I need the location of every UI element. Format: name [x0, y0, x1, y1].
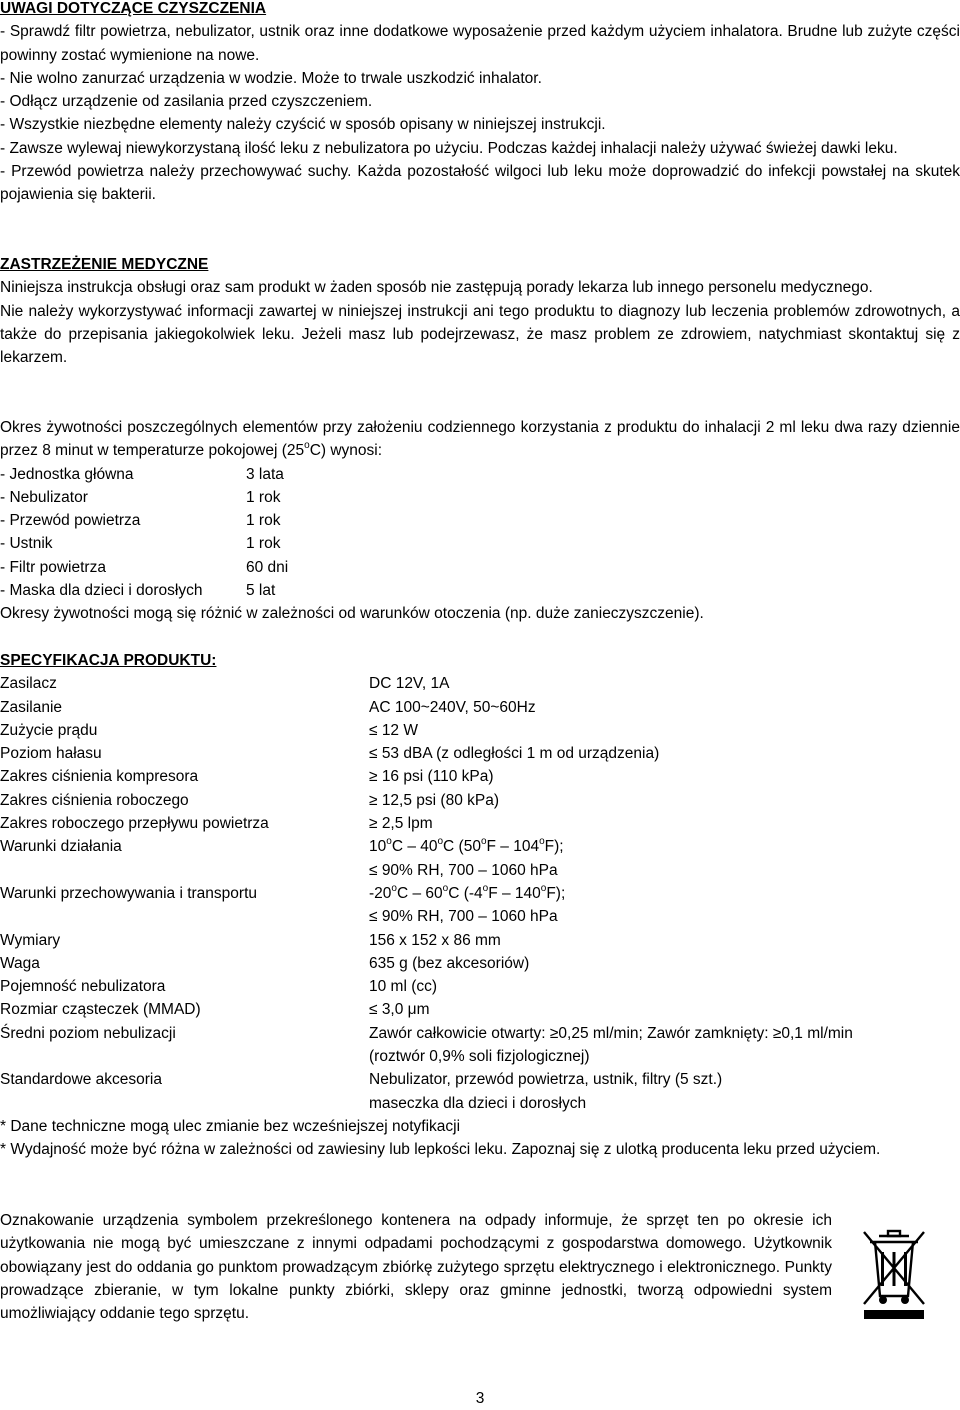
degree-sup: o [480, 836, 487, 848]
spec-label: Warunki działania [0, 838, 122, 856]
spec-row-accessories [0, 1068, 960, 1091]
spec-row-operating-humidity [0, 859, 960, 882]
spec-value: maseczka dla dzieci i dorosłych [369, 1094, 587, 1112]
spec-row [0, 952, 960, 975]
lifetime-intro [0, 416, 960, 463]
lifetime-row [0, 556, 960, 579]
cleaning-section [0, 0, 960, 207]
spec-label: Zasilanie [0, 698, 63, 716]
degree-sup: o [437, 836, 444, 848]
lifetime-note: Okresy żywotności mogą się różnić w zależności od warunków otoczenia (np. duże zanieczyszczenie). [0, 605, 704, 623]
medical-heading: ZASTRZEŻENIE MEDYCZNE [0, 256, 209, 273]
cleaning-heading: UWAGI DOTYCZĄCE CZYSZCZENIA [0, 0, 267, 17]
spec-value: ≤ 3,0 μm [369, 1001, 430, 1019]
disposal-text: Oznakowanie urządzenia symbolem przekreślonego kontenera na odpady informuje, że sprzęt ten po okresie ich użytkowania nie mogą być umieszczane z innymi odpadami pochodzącymi z gospodarstwa domowego. Użytkownik obowiązany jest do oddania go punktom prowadzącym zbiórkę zużytego sprzętu elektrycznego i elektronicznego. Punkty prowadzące zbieranie, w tym lokalne punkty zbiórki, sklepy oraz gminne jednostki, tworzą odpowiedni system umożliwiający oddanie tego sprzętu. [0, 1212, 832, 1323]
degree-sup: o [540, 882, 547, 894]
spec-value: ≥ 12,5 psi (80 kPa) [369, 791, 499, 809]
lifetime-item-name: - Przewód powietrza [0, 512, 141, 530]
cleaning-line: - Sprawdź filtr powietrza, nebulizator, ustnik oraz inne dodatkowe wyposażenie przed każdym użyciem inhalatora. Brudne lub zużyte części powinny zostać wymienione na nowe. [0, 23, 960, 64]
spec-row [0, 789, 960, 812]
degree-sup: o [391, 882, 397, 894]
spec-heading: SPECYFIKACJA PRODUKTU: [0, 652, 217, 669]
spec-row [0, 812, 960, 835]
spec-value: 156 x 152 x 86 mm [369, 931, 501, 949]
spec-value: ≥ 16 psi (110 kPa) [369, 768, 494, 786]
lifetime-section [0, 416, 960, 626]
spec-label: Pojemność nebulizatora [0, 978, 166, 996]
spec-label: Wymiary [0, 931, 61, 949]
degree-sup: o [386, 836, 392, 848]
spec-value: 10 ml (cc) [369, 978, 438, 996]
spec-value: ≤ 12 W [369, 721, 418, 739]
spec-row [0, 998, 960, 1021]
spec-value-storage-temp [369, 882, 565, 905]
spec-note: * Wydajność może być różna w zależności od zawiesiny lub lepkości leku. Zapoznaj się z ulotką producenta leku przed użyciem. [0, 1141, 881, 1159]
lifetime-item-value: 5 lat [246, 582, 276, 600]
lifetime-item-name: - Ustnik [0, 535, 53, 553]
cleaning-line: - Odłącz urządzenie od zasilania przed czyszczeniem. [0, 93, 373, 111]
lifetime-item-value: 60 dni [246, 558, 289, 576]
cleaning-line: - Zawsze wylewaj niewykorzystaną ilość leku z nebulizatora po użyciu. Podczas każdej inhalacji należy używać świeżej dawki leku. [0, 139, 898, 157]
temp-part: C (-4 [448, 884, 483, 902]
spec-label: Zakres ciśnienia kompresora [0, 768, 199, 786]
lifetime-item-value: 1 rok [246, 535, 281, 553]
spec-label: Średni poziom nebulizacji [0, 1024, 176, 1042]
spec-label: Waga [0, 954, 40, 972]
temp-part: F – 140 [488, 884, 541, 902]
degree-sup: o [304, 440, 310, 452]
temp-part: C – 60 [396, 884, 443, 902]
lifetime-row [0, 579, 960, 602]
temp-part: -20 [369, 884, 392, 902]
lifetime-intro-text: Okres żywotności poszczególnych elementów przy założeniu codziennego korzystania z produktu do inhalacji 2 ml leku dwa razy dziennie przez 8 minut w temperaturze pokojowej (25 [0, 419, 960, 460]
page-number: 3 [475, 1390, 485, 1407]
spec-value: Nebulizator, przewód powietrza, ustnik, filtry (5 szt.) [369, 1071, 723, 1089]
cleaning-line: - Wszystkie niezbędne elementy należy czyścić w sposób opisany w niniejszej instrukcji. [0, 116, 606, 134]
spec-row-nebulization-note [0, 1045, 960, 1068]
spec-value: 635 g (bez akcesoriów) [369, 954, 530, 972]
spec-value: DC 12V, 1A [369, 675, 450, 693]
lifetime-item-name: - Jednostka główna [0, 465, 134, 483]
degree-sup: o [442, 882, 449, 894]
spec-value: ≥ 2,5 lpm [369, 815, 433, 833]
cleaning-line: - Przewód powietrza należy przechowywać suchy. Każda pozostałość wilgoci lub leku może doprowadzić do infekcji powstałej na skutek pojawienia się bakterii. [0, 163, 960, 204]
spec-row-storage-humidity [0, 905, 960, 928]
lifetime-row [0, 509, 960, 532]
cleaning-line: - Nie wolno zanurzać urządzenia w wodzie. Może to trwale uszkodzić inhalator. [0, 69, 542, 87]
spec-label: Zużycie prądu [0, 721, 98, 739]
spec-row [0, 742, 960, 765]
lifetime-row [0, 532, 960, 555]
spec-row [0, 719, 960, 742]
temp-part: F); [546, 884, 566, 902]
spec-value: (roztwór 0,9% soli fizjologicznej) [369, 1048, 590, 1066]
medical-paragraph: Niniejsza instrukcja obsługi oraz sam produkt w żaden sposób nie zastępują porady lekarza lub innego personelu medycznego. [0, 279, 873, 297]
medical-section [0, 253, 960, 369]
degree-sup: o [539, 836, 545, 848]
spec-row-accessories-2 [0, 1092, 960, 1115]
lifetime-row [0, 463, 960, 486]
spec-label: Rozmiar cząsteczek (MMAD) [0, 1001, 201, 1019]
lifetime-item-name: - Filtr powietrza [0, 558, 106, 576]
temp-part: 10 [369, 838, 387, 856]
spec-row [0, 672, 960, 695]
spec-value: AC 100~240V, 50~60Hz [369, 698, 536, 716]
spec-label: Poziom hałasu [0, 745, 102, 763]
spec-value: ≤ 90% RH, 700 – 1060 hPa [369, 861, 558, 879]
spec-label: Zasilacz [0, 675, 57, 693]
temp-part: F); [544, 838, 564, 856]
spec-row-operating [0, 835, 960, 858]
temp-part: C (50 [443, 838, 481, 856]
spec-row [0, 975, 960, 998]
spec-note: * Dane techniczne mogą ulec zmianie bez wcześniejszej notyfikacji [0, 1117, 461, 1135]
crossed-out-wheelie-bin-icon [855, 1220, 933, 1320]
spec-row-nebulization [0, 1022, 960, 1045]
spec-label: Zakres roboczego przepływu powietrza [0, 815, 269, 833]
lifetime-item-name: - Maska dla dzieci i dorosłych [0, 582, 203, 600]
lifetime-item-value: 1 rok [246, 512, 281, 530]
temp-part: F – 104 [486, 838, 540, 856]
spec-label: Zakres ciśnienia roboczego [0, 791, 189, 809]
lifetime-intro-text: C) wynosi: [309, 442, 383, 460]
spec-value: ≤ 90% RH, 700 – 1060 hPa [369, 908, 558, 926]
spec-row [0, 696, 960, 719]
temp-part: C – 40 [391, 838, 438, 856]
spec-label: Warunki przechowywania i transportu [0, 884, 258, 902]
spec-label: Standardowe akcesoria [0, 1071, 162, 1089]
lifetime-item-value: 1 rok [246, 488, 281, 506]
degree-sup: o [482, 882, 489, 894]
lifetime-row [0, 486, 960, 509]
spec-section [0, 649, 960, 1162]
lifetime-item-value: 3 lata [246, 465, 284, 483]
spec-value: ≤ 53 dBA (z odległości 1 m od urządzenia) [369, 745, 660, 763]
spec-value: Zawór całkowicie otwarty: ≥0,25 ml/min; Zawór zamknięty: ≥0,1 ml/min [369, 1024, 853, 1042]
spec-row-storage [0, 882, 960, 905]
medical-paragraph: Nie należy wykorzystywać informacji zawartej w niniejszej instrukcji ani tego produktu to diagnozy lub leczenia problemów zdrowotnych, a także do przepisania jakiegokolwiek leku. Jeżeli masz lub podejrzewasz, że masz problem ze zdrowiem, natychmiast skontaktuj się z lekarzem. [0, 302, 960, 367]
lifetime-item-name: - Nebulizator [0, 488, 88, 506]
disposal-section [0, 1209, 832, 1325]
spec-row [0, 929, 960, 952]
spec-value-operating-temp [369, 835, 564, 858]
spec-row [0, 765, 960, 788]
